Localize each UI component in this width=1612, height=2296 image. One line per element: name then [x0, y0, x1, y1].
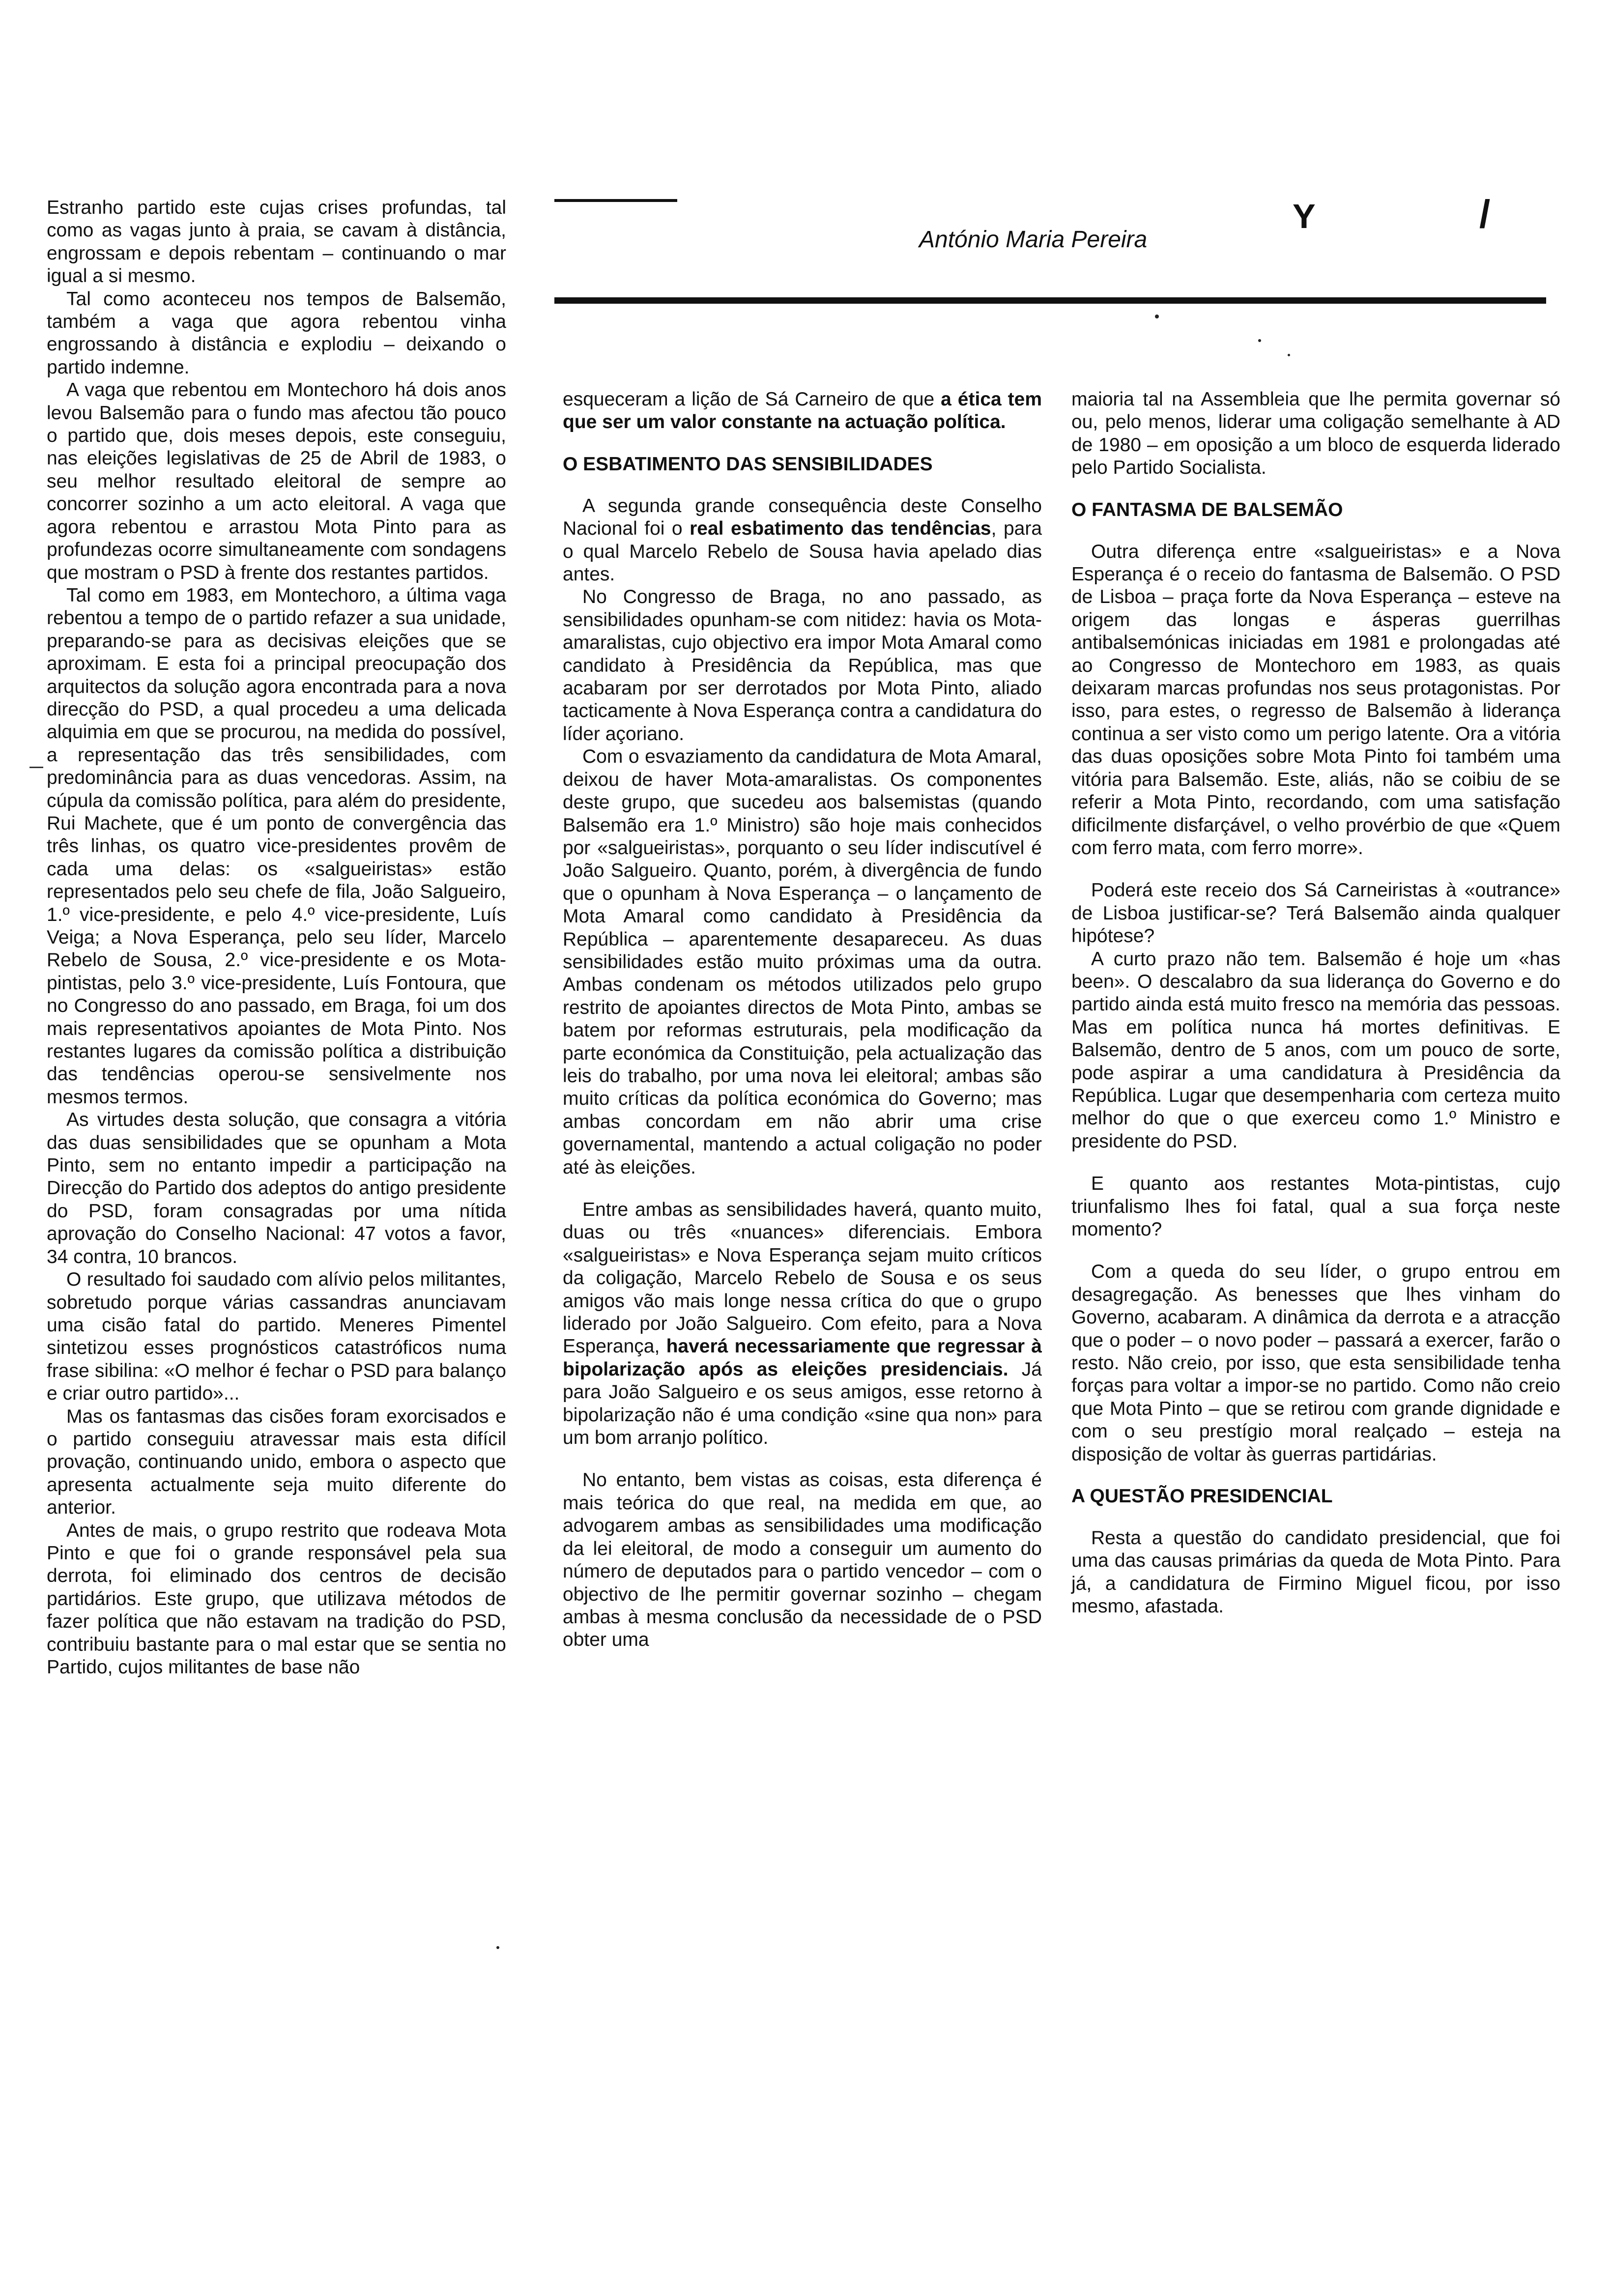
paragraph: Tal como aconteceu nos tempos de Balsemão, também a vaga que agora rebentou vinha engrossando à distância e explodiu – deixando o partido indemne.: [47, 288, 506, 378]
bold-text-run: a ética tem que ser um valor constante na actuação política.: [563, 389, 1042, 433]
text-run: Já para João Salgueiro e os seus amigos, esse retorno à bipolarização não é uma condição «sine qua non» para um bom arranjo político.: [563, 1358, 1042, 1449]
spacer: [1071, 1153, 1560, 1173]
paragraph: Outra diferença entre «salgueiristas» e a Nova Esperança é o receio do fantasma de Balsemão. O PSD de Lisboa – praça forte da Nova Esperança – esteve na origem das longas e ásperas guerrilhas antibalsemónicas iniciadas em 1981 e prolongadas até ao Congresso de Montechoro em 1983, as quais deixaram marcas profundas nos seus protagonistas. Por isso, para estes, o regresso de Balsemão à liderança continua a ser visto como um perigo latente. Ora a vitória das duas oposições sobre Mota Pinto foi também uma vitória para Balsemão. Este, aliás, não se coibiu de se referir a Mota Pinto, recordando, com uma satisfação dificilmente disfarçável, o velho provérbio de que «Quem com ferro mata, com ferro morre».: [1071, 541, 1560, 859]
header-short-rule: [554, 199, 677, 202]
article-column-1: [47, 197, 506, 1679]
text-run: A segunda grande consequência deste Conselho Nacional foi o: [563, 495, 1042, 540]
section-heading: A QUESTÃO PRESIDENCIAL: [1071, 1486, 1333, 1507]
section-heading: O ESBATIMENTO DAS SENSIBILIDADES: [563, 453, 933, 475]
paragraph: E quanto aos restantes Mota-pintistas, cujo triunfalismo lhes foi fatal, qual a sua força neste momento?: [1071, 1173, 1560, 1240]
section-heading: O FANTASMA DE BALSEMÃO: [1071, 499, 1343, 520]
spacer: [1071, 480, 1560, 499]
bold-text-run: real esbatimento das tendências: [690, 518, 991, 540]
spacer: [1071, 860, 1560, 879]
paragraph: Tal como em 1983, em Montechoro, a última vaga rebentou a tempo de o partido refazer a sua unidade, preparando-se para as decisivas eleições que se aproximam. E esta foi a principal preocupação dos arquitectos da solução agora encontrada para a nova direcção do PSD, a qual procedeu a uma delicada alquimia em que se procurou, na medida do possível, a representação das três sensibilidades, com predominância para as duas vencedoras. Assim, na cúpula da comissão política, para além do presidente, Rui Machete, que é um ponto de convergência das três linhas, os quatro vice-presidentes provêm de cada uma delas: os «salgueiristas» estão representados pelo seu chefe de fila, João Salgueiro, 1.º vice-presidente, e pelo 4.º vice-presidente, Luís Veiga; a Nova Esperança, pelo seu líder, Marcelo Rebelo de Sousa, 2.º vice-presidente e os Mota-pintistas, pelo 3.º vice-presidente, Luís Fontoura, que no Congresso do ano passado, em Braga, foi um dos mais representativos apoiantes de Mota Pinto. Nos restantes lugares da comissão política a distribuição das tendências operou-se sensivelmente nos mesmos termos.: [47, 584, 506, 1108]
spacer: [563, 434, 1042, 454]
paragraph: [563, 495, 1042, 586]
spacer: [1071, 1466, 1560, 1486]
header-mark-y: Y: [1293, 197, 1316, 235]
text-run: Entre ambas as sensibilidades haverá, quanto muito, duas ou três «nuances» diferenciais. Embora «salgueiristas» e Nova Esperança sejam muito críticos da coligação, Marcelo Rebelo de Sousa e os seus amigos vão mais longe nessa crítica do que o grupo liderado por João Salgueiro. Com efeito, para a Nova Esperança,: [563, 1199, 1042, 1357]
paragraph: Com a queda do seu líder, o grupo entrou em desagregação. As benesses que lhes vinham do Governo, acabaram. A dinâmica da derrota e a atracção que o poder – o novo poder – passará a exercer, farão o resto. Não creio, por isso, que esta sensibilidade tenha forças para voltar a impor-se no partido. Como não creio que Mota Pinto – que se retirou com grande dignidade e com o seu prestígio moral realçado – esteja na disposição de voltar às guerras partidárias.: [1071, 1261, 1560, 1465]
article-column-2: [563, 388, 1042, 1652]
spacer: [563, 1449, 1042, 1469]
header-mark-slash: /: [1479, 192, 1491, 236]
paragraph: Estranho partido este cujas crises profundas, tal como as vagas junto à praia, se cavam à distância, engrossam e depois rebentam – continuando o mar igual a si mesmo.: [47, 197, 506, 287]
paragraph: As virtudes desta solução, que consagra a vitória das duas sensibilidades que se opunham a Mota Pinto, sem no entanto impedir a participação na Direcção do Partido dos adeptos do antigo presidente do PSD, foram consagradas por uma nítida aprovação do Conselho Nacional: 47 votos a favor, 34 contra, 10 brancos.: [47, 1109, 506, 1267]
paragraph: Poderá este receio dos Sá Carneiristas à «outrance» de Lisboa justificar-se? Terá Balsemão ainda qualquer hipótese?: [1071, 880, 1560, 947]
paragraph: No Congresso de Braga, no ano passado, as sensibilidades opunham-se com nitidez: havia os Mota-amaralistas, cujo objectivo era impor Mota Amaral como candidato à Presidência da República, mas que acabaram por ser derrotados por Mota Pinto, aliado tacticamente à Nova Esperança contra a candidatura do líder açoriano.: [563, 586, 1042, 745]
scan-speck: [1288, 354, 1290, 356]
paragraph: A curto prazo não tem. Balsemão é hoje um «has been». O descalabro da sua liderança do Governo e do partido ainda está muito fresco na memória das pessoas. Mas em política nunca há mortes definitivas. E Balsemão, dentro de 5 anos, com um pouco de sorte, pode aspirar a uma candidatura à Presidência da República. Lugar que desempenharia com certeza muito melhor do que o que exerceu como 1.º Ministro e presidente do PSD.: [1071, 948, 1560, 1152]
paragraph: No entanto, bem vistas as coisas, esta diferença é mais teórica do que real, na medida em que, ao advogarem ambas as sensibilidades uma modificação da lei eleitoral, de modo a conseguir um aumento do número de deputados para o partido vencedor – com o objectivo de lhe permitir governar sozinho – chegam ambas à mesma conclusão da necessidade de o PSD obter uma: [563, 1469, 1042, 1651]
paragraph: A vaga que rebentou em Montechoro há dois anos levou Balsemão para o fundo mas afectou tão pouco o partido que, dois meses depois, este conseguiu, nas eleições legislativas de 25 de Abril de 1983, o seu melhor resultado eleitoral de sempre ao concorrer sozinho a um acto eleitoral. A vaga que agora rebentou e arrastou Mota Pinto para as profundezas ocorre simultaneamente com sondagens que mostram o PSD à frente dos restantes partidos.: [47, 379, 506, 583]
spacer: [1071, 1241, 1560, 1261]
paragraph: [563, 1199, 1042, 1449]
text-run: , para o qual Marcelo Rebelo de Sousa havia apelado dias antes.: [563, 518, 1042, 585]
text-run: esqueceram a lição de Sá Carneiro de que: [563, 389, 941, 410]
paragraph: Com o esvaziamento da candidatura de Mota Amaral, deixou de haver Mota-amaralistas. Os componentes deste grupo, que sucedeu aos balsemistas (quando Balsemão era 1.º Ministro) são hoje mais conhecidos por «salgueiristas», porquanto o seu líder indiscutível é João Salgueiro. Quanto, porém, à divergência de fundo que o opunham à Nova Esperança – o lançamento de Mota Amaral como candidato à Presidência da República – aparentemente desapareceu. As duas sensibilidades estão muito próximas uma da outra. Ambas condenam os métodos utilizados pelo grupo restrito de apoiantes directos de Mota Pinto, ambas se batem por reformas estruturais, pela modificação da parte económica da Constituição, pela actualização das leis do trabalho, por uma nova lei eleitoral; ambas são muito críticas da política económica do Governo; mas ambas concordam em não abrir uma crise governamental, mantendo a actual coligação no poder até às eleições.: [563, 746, 1042, 1178]
author-name: António Maria Pereira: [919, 227, 1148, 253]
margin-mark: [29, 767, 43, 768]
spacer: [563, 1179, 1042, 1199]
article-column-3: [1071, 388, 1560, 1618]
paragraph: maioria tal na Assembleia que lhe permita governar só ou, pelo menos, liderar uma coligação semelhante à AD de 1980 – em oposição a um bloco de esquerda liderado pelo Partido Socialista.: [1071, 389, 1560, 479]
scan-speck: [1155, 315, 1159, 318]
header-thick-rule: [554, 297, 1546, 304]
paragraph: O resultado foi saudado com alívio pelos militantes, sobretudo porque várias cassandras anunciavam uma cisão fatal do partido. Meneres Pimentel sintetizou esses prognósticos catastróficos numa frase sibilina: «O melhor é fechar o PSD para balanço e criar outro partido»...: [47, 1269, 506, 1405]
paragraph: Resta a questão do candidato presidencial, que foi uma das causas primárias da queda de Mota Pinto. Para já, a candidatura de Firmino Miguel ficou, por isso mesmo, afastada.: [1071, 1527, 1560, 1617]
bold-text-run: haverá necessariamente que regressar à bipolarização após as eleições presidenciais.: [563, 1336, 1042, 1380]
paragraph: Antes de mais, o grupo restrito que rodeava Mota Pinto e que foi o grande responsável pela sua derrota, foi eliminado dos centros de decisão partidários. Este grupo, que utilizava métodos de fazer política que não estavam na tradição do PSD, contribuiu bastante para o mal estar que se sentia no Partido, cujos militantes de base não: [47, 1520, 506, 1678]
paragraph: Mas os fantasmas das cisões foram exorcisados e o partido conseguiu atravessar mais esta difícil provação, continuando unido, embora o aspecto que apresenta actualmente seja muito diferente do anterior.: [47, 1406, 506, 1519]
paragraph: [563, 388, 1042, 434]
scan-speck: [496, 1946, 499, 1949]
scan-speck: [1258, 339, 1261, 342]
